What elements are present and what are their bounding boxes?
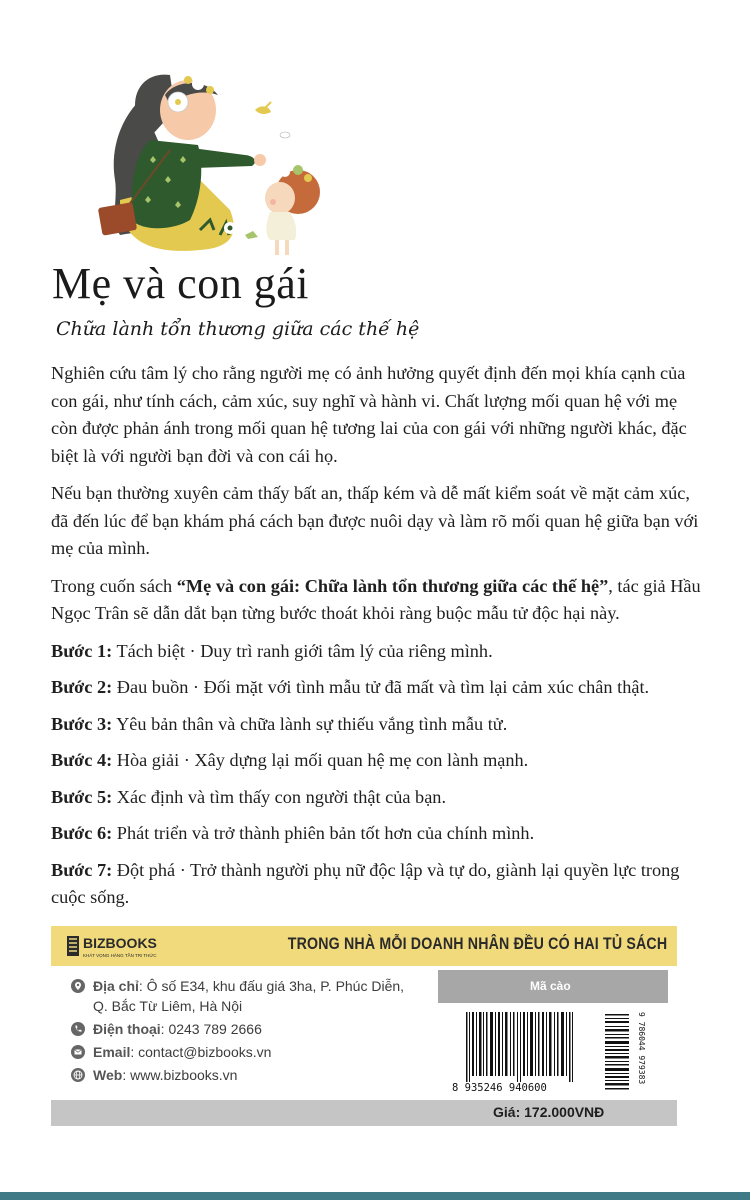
email-row — [71, 1042, 421, 1062]
step-label: Bước 5: — [51, 786, 113, 807]
phone-label: Điện thoại — [93, 1021, 161, 1037]
ean-barcode — [452, 1012, 594, 1092]
step-3 — [51, 711, 706, 739]
step-text: Hòa giải · Xây dựng lại mối quan hệ mẹ con lành mạnh. — [112, 750, 529, 770]
mother-daughter-illustration — [80, 60, 340, 260]
email-value[interactable]: : contact@bizbooks.vn — [130, 1044, 272, 1060]
paragraph-3-prefix: Trong cuốn sách — [51, 575, 177, 596]
paragraph-1: Nghiên cứu tâm lý cho rằng người mẹ có ảnh hưởng quyết định đến mọi khía cạnh của con gái, như tính cách, cảm xúc, suy nghĩ và hành vi. Chất lượng mối quan hệ với mẹ còn được phản ánh trong mối quan hệ tương lai của con gái với những người khác, đặc biệt là với người bạn đời và con cái họ. — [51, 363, 687, 466]
step-6 — [51, 820, 706, 848]
book-subtitle: Chữa lành tổn thương giữa các thế hệ — [56, 318, 420, 340]
location-pin-icon — [71, 979, 85, 993]
publisher-slogan: TRONG NHÀ MỖI DOANH NHÂN ĐỀU CÓ HAI TỦ SÁCH — [287, 935, 667, 953]
isbn-vertical-number: 9 786044 979383 — [637, 1012, 646, 1085]
bottom-edge — [0, 1192, 750, 1200]
phone-icon — [71, 1022, 85, 1036]
barcode-number: 8 935246 940600 — [452, 1082, 547, 1092]
step-text: Tách biệt · Duy trì ranh giới tâm lý của riêng mình. — [112, 640, 493, 661]
scratch-code-label: Mã cào — [530, 979, 571, 993]
publisher-banner — [51, 926, 677, 966]
step-2 — [51, 674, 706, 702]
web-value[interactable]: : www.bizbooks.vn — [122, 1067, 238, 1083]
step-5 — [51, 784, 706, 812]
phone-row — [71, 1019, 421, 1039]
step-text: Phát triển và trở thành phiên bản tốt hơn của chính mình. — [112, 823, 535, 843]
scratch-code-box — [438, 970, 668, 1003]
publisher-contacts — [71, 976, 421, 1088]
logo-tagline: KHÁT VỌNG HÀNG TẦN TRI THỨC — [83, 953, 157, 958]
email-label: Email — [93, 1044, 131, 1060]
book-quote: “Mẹ và con gái: Chữa lành tổn thương giữa các thế hệ” — [176, 575, 609, 596]
web-row — [71, 1065, 421, 1085]
address-row — [71, 976, 421, 1016]
address-label: Địa chỉ — [93, 978, 139, 994]
step-label: Bước 4: — [51, 750, 113, 770]
book-title: Mẹ và con gái — [52, 259, 309, 308]
paragraph-3-suffix: , tác giả Hầu Ngọc Trân sẽ dẫn dắt bạn từng bước thoát khỏi ràng buộc mẫu tử độc hại này. — [51, 575, 701, 623]
logo-text: BIZBOOKS — [83, 935, 157, 951]
paragraph-3 — [51, 573, 706, 628]
step-text: Yêu bản thân và chữa lành sự thiếu vắng tình mẫu tử. — [112, 713, 508, 734]
address-value: : Ô số E34, khu đấu giá 3ha, P. Phúc Diễn, Q. Bắc Từ Liêm, Hà Nội — [93, 978, 405, 1014]
step-4 — [51, 747, 706, 775]
step-1 — [51, 638, 706, 666]
step-label: Bước 3: — [51, 713, 113, 734]
phone-value: : 0243 789 2666 — [160, 1021, 262, 1037]
step-label: Bước 7: — [51, 859, 113, 880]
step-text: Đau buồn · Đối mặt với tình mẫu tử đã mất và tìm lại cảm xúc chân thật. — [112, 677, 650, 697]
paragraph-2: Nếu bạn thường xuyên cảm thấy bất an, thấp kém và dễ mất kiểm soát về mặt cảm xúc, đã đến lúc để bạn khám phá cách bạn được nuôi dạy và làm rõ mối quan hệ giữa bạn với mẹ của mình. — [51, 483, 699, 558]
step-text: Đột phá · Trở thành người phụ nữ độc lập và tự do, giành lại quyền lực trong cuộc sống. — [51, 859, 680, 907]
email-icon — [71, 1045, 85, 1059]
step-7 — [51, 857, 706, 912]
bizbooks-logo — [65, 932, 175, 960]
step-text: Xác định và tìm thấy con người thật của bạn. — [112, 786, 447, 807]
price-label: Giá: 172.000VNĐ — [493, 1104, 605, 1120]
step-label: Bước 1: — [51, 640, 113, 661]
isbn-vertical-barcode — [605, 1012, 647, 1092]
globe-icon — [71, 1068, 85, 1082]
step-label: Bước 6: — [51, 823, 113, 843]
step-label: Bước 2: — [51, 677, 113, 697]
back-cover-text — [51, 360, 706, 921]
web-label: Web — [93, 1067, 123, 1083]
